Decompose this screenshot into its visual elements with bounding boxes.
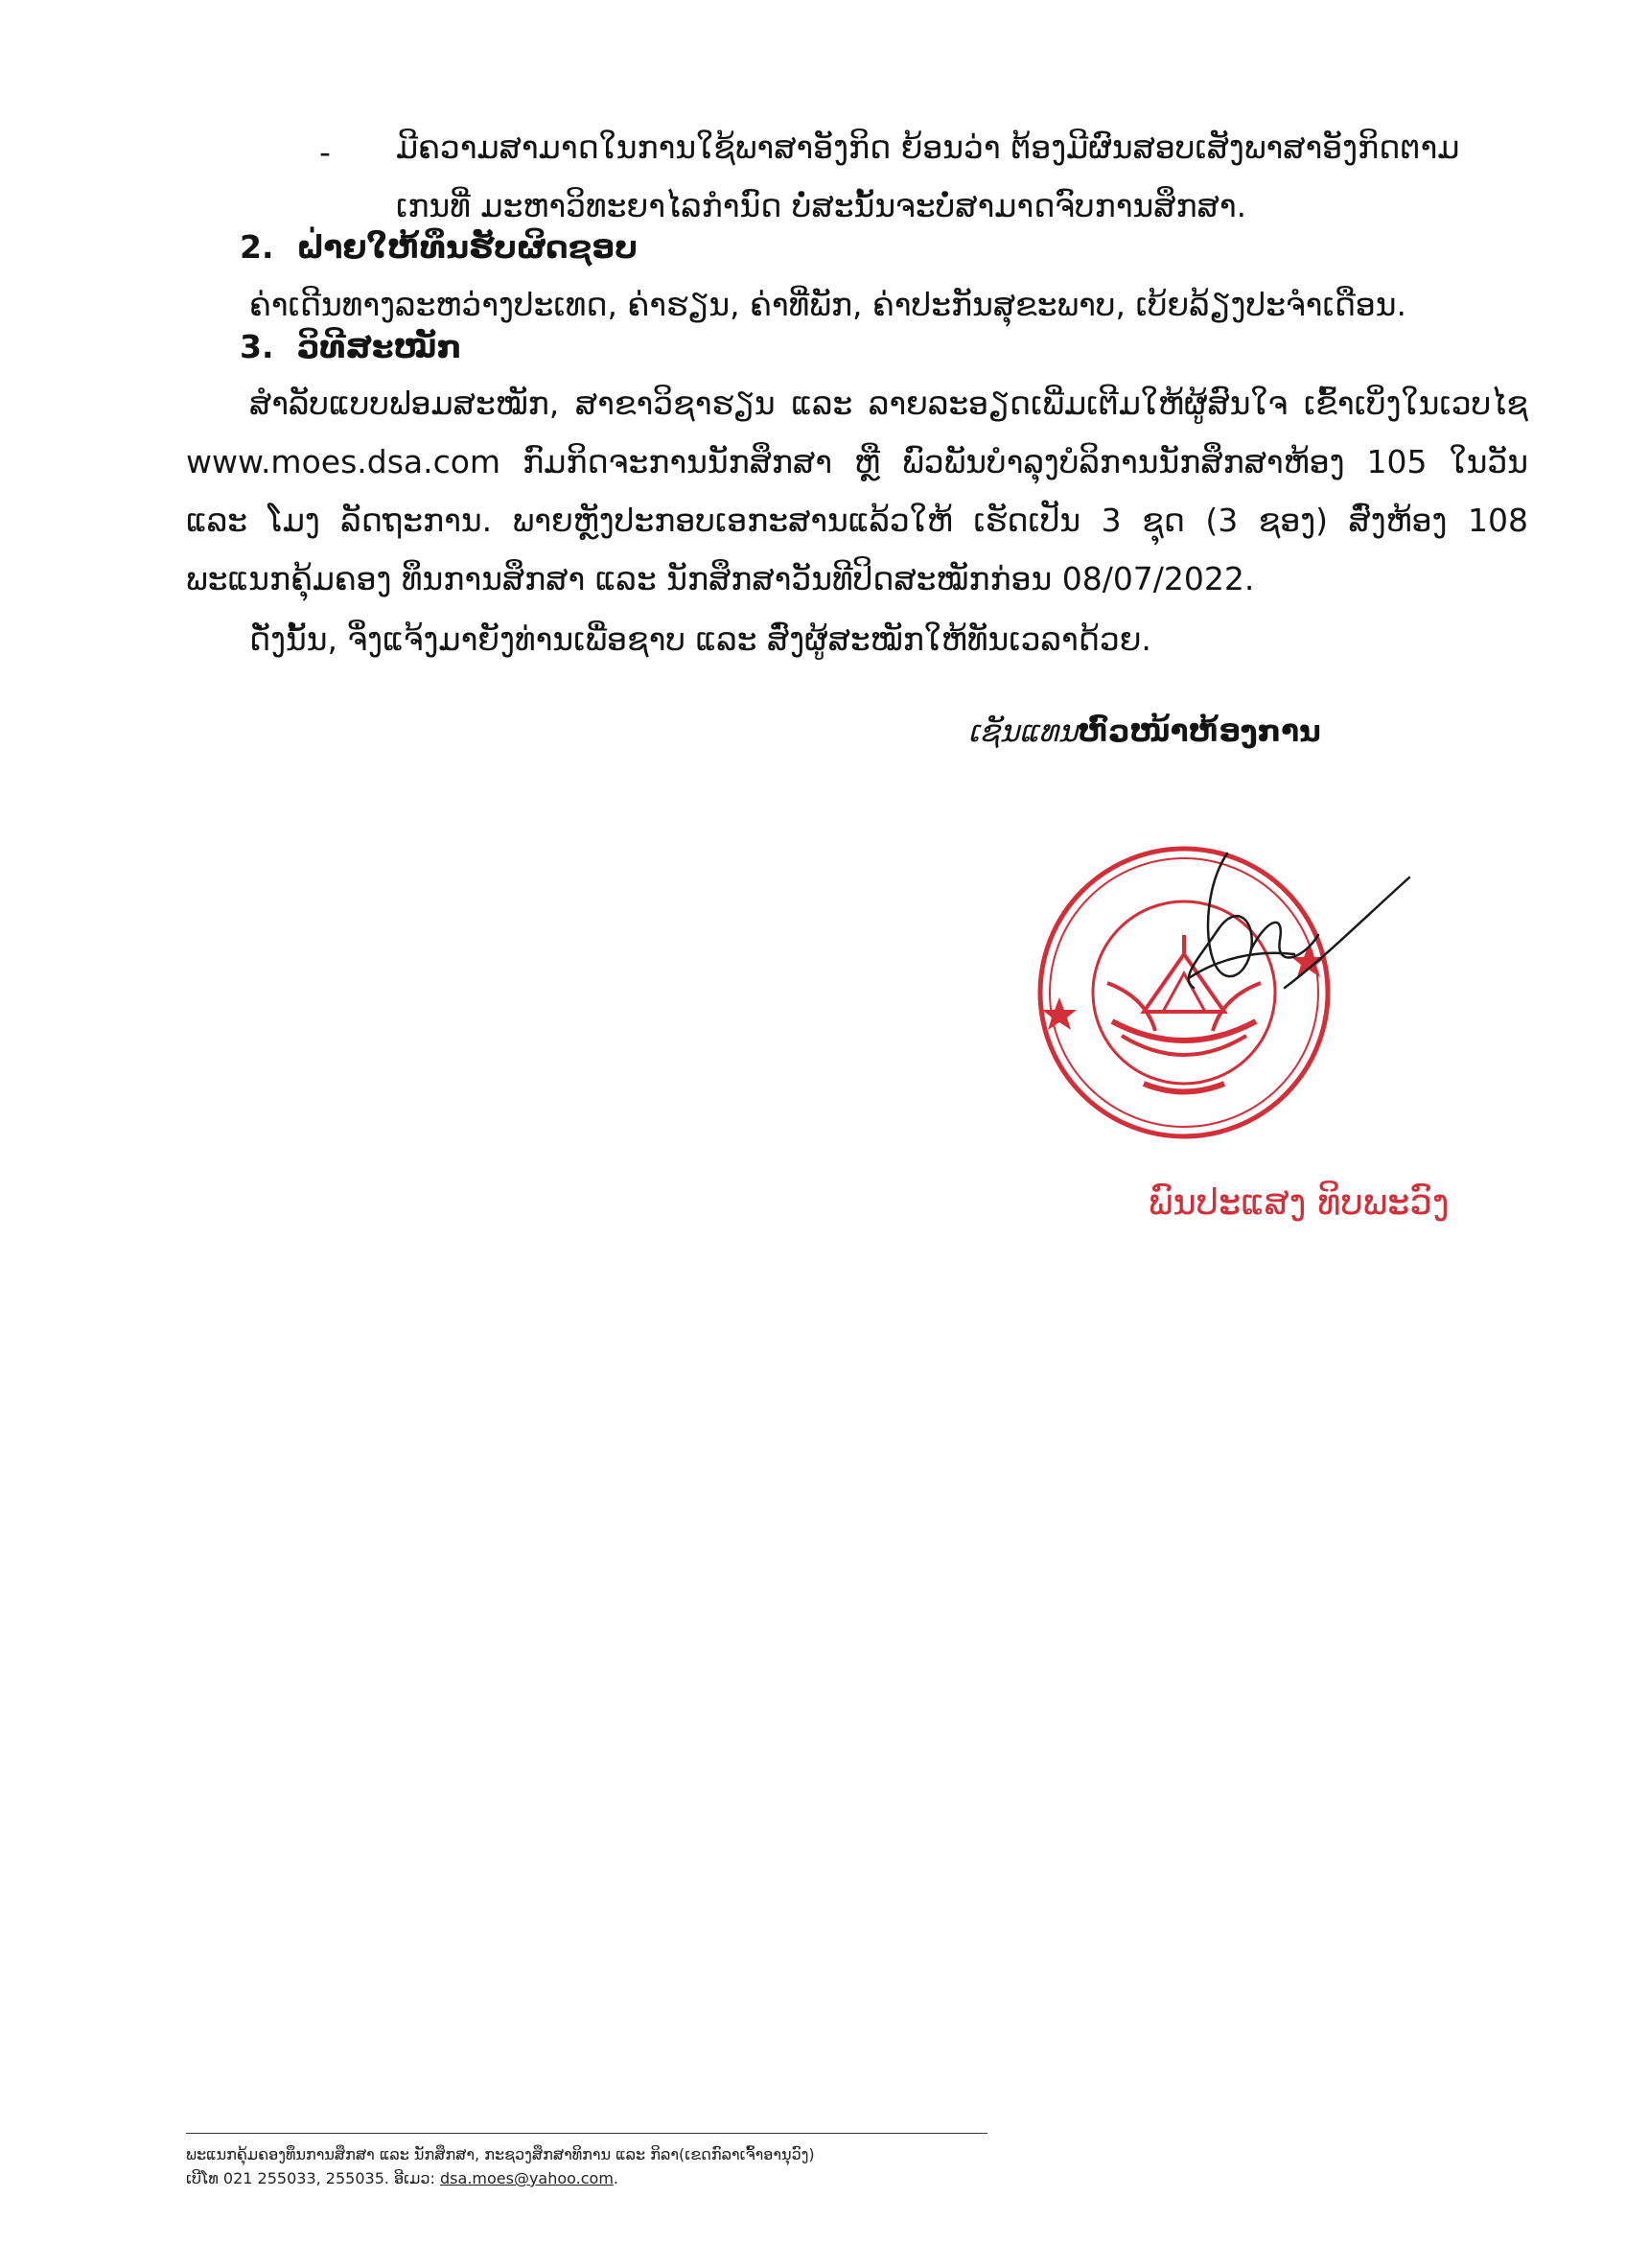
section-3-number: 3. <box>240 328 274 365</box>
bullet-paragraph: ມີຄວາມສາມາດໃນການໃຊ້ພາສາອັງກິດ ຍ້ອນວ່າ ຕ້ອງມີຜົນສອບເສັງພາສາອັງກິດຕາມເກນທີ່ ມະຫາວິທະຍາໄລກຳນົດ ບໍ່ສະນັ້ນຈະບໍ່ສາມາດຈົບການສຶກສາ. <box>396 129 1460 224</box>
section-2-paragraph: ຄ່າເດີນທາງລະຫວ່າງປະເທດ, ຄ່າຮຽນ, ຄ່າທີ່ພັກ, ຄ່າປະກັນສຸຂະພາບ, ເບ້ຍລ້ຽງປະຈຳເດືອນ. <box>249 286 1407 323</box>
footer-phone: ເບີໂທ 021 255033, 255035. ອີເມວ: <box>186 2169 435 2187</box>
handwritten-signature <box>1160 844 1419 1026</box>
section-2-heading <box>240 228 638 266</box>
section-2-title: ຝ່າຍໃຫ້ທຶນຮັບຜິດຊອບ <box>297 228 639 266</box>
footer-contact <box>186 2169 618 2187</box>
section-2-number: 2. <box>240 228 274 266</box>
on-behalf-label: ເຊັນແທນ <box>968 714 1079 749</box>
signer-name: ພົນປະແສງ ທິບພະວົງ <box>1149 1181 1450 1223</box>
section-3-title: ວິທີສະໝັກ <box>297 328 462 365</box>
footer-divider <box>186 2133 987 2134</box>
footer-email-link[interactable]: dsa.moes@yahoo.com <box>440 2169 614 2187</box>
signer-line <box>968 714 1321 749</box>
section-3-heading <box>240 328 462 365</box>
section-3-paragraph: ສຳລັບແບບຟອມສະໝັກ, ສາຂາວິຊາຮຽນ ແລະ ລາຍລະອຽດເພີ່ມເຕີມໃຫ້ຜູ້ສົນໃຈ ເຂົ້າເບິ່ງໃນເວບໄຊ www.moes.dsa.com ກົມກິດຈະການນັກສຶກສາ ຫຼື ພົວພັນບໍາລຸງບໍລິການນັກສຶກສາຫ້ອງ 105 ໃນວັນ ແລະ ໂມງ ລັດຖະການ. ພາຍຫຼັງປະກອບເອກະສານແລ້ວໃຫ້ ເຮັດເປັນ 3 ຊຸດ (3 ຊອງ) ສົ່ງຫ້ອງ 108 ພະແນກຄຸ້ມຄອງ ທຶນການສຶກສາ ແລະ ນັກສຶກສາວັນທີປິດສະໝັກກ່ອນ 08/07/2022. <box>186 385 1528 597</box>
closing-paragraph: ດັ່ງນັ້ນ, ຈຶ່ງແຈ້ງມາຍັງທ່ານເພື່ອຊາບ ແລະ ສົ່ງຜູ້ສະໝັກໃຫ້ທັນເວລາດ້ວຍ. <box>249 620 1151 658</box>
signer-title: ຫົວໜ້າຫ້ອງການ <box>1078 714 1321 749</box>
footer-email-suffix: . <box>613 2169 619 2187</box>
bullet-dash: - <box>319 133 331 171</box>
footer-address: ພະແນກຄຸ້ມຄອງທຶນການສຶກສາ ແລະ ນັກສຶກສາ, ກະຊວງສຶກສາທິການ ແລະ ກິລາ(ເຂດກົລາເຈົ້າອານຸວົງ) <box>186 2145 815 2163</box>
